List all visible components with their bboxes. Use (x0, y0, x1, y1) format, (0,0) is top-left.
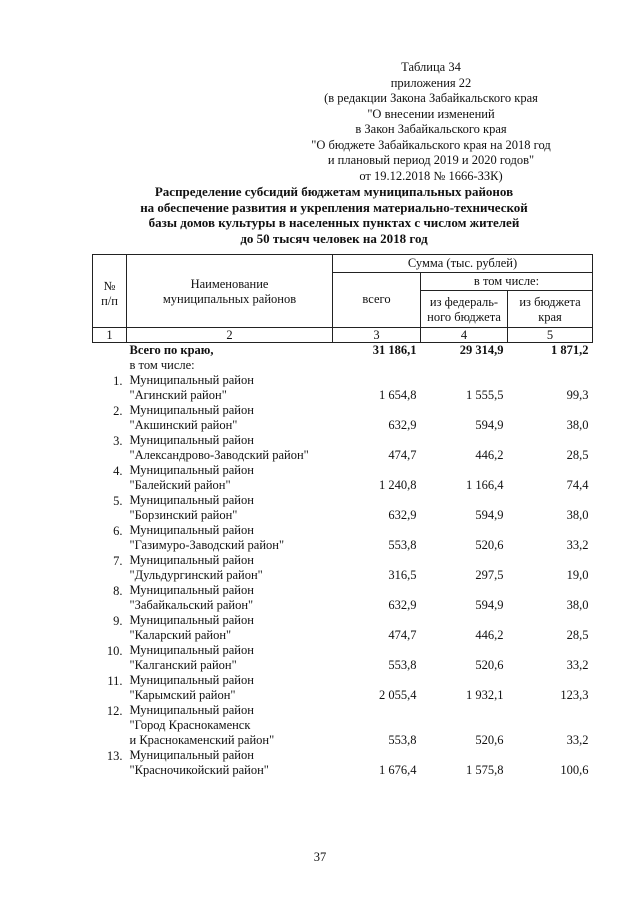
table-row (93, 703, 593, 748)
header-line: в Закон Забайкальского края (355, 122, 507, 136)
row-total: 2 055,4 (379, 688, 417, 702)
row-regional: 38,0 (566, 508, 589, 522)
including-label: в том числе: (129, 358, 195, 372)
row-number: 11. (107, 674, 123, 688)
district-name-line: "Город Краснокаменск (129, 718, 251, 732)
page-number: 37 (313, 850, 327, 864)
district-name-line: Муниципальный район (129, 673, 254, 687)
header-including: в том числе: (421, 273, 593, 291)
district-name-line: Муниципальный район (129, 553, 254, 567)
row-federal: 594,9 (475, 598, 504, 612)
district-name (127, 493, 333, 523)
district-name-line: Муниципальный район (129, 748, 254, 762)
row-federal: 446,2 (475, 448, 504, 462)
row-number: 13. (106, 749, 123, 763)
row-number: 12. (106, 704, 123, 718)
title-line: на обеспечение развития и укрепления материально-технической (140, 199, 528, 215)
district-name-line: "Газимуро-Заводский район" (129, 538, 285, 552)
row-federal: 520,6 (475, 733, 504, 747)
district-name-line: Муниципальный район (129, 643, 254, 657)
table-row (93, 643, 593, 673)
table-row (93, 613, 593, 643)
row-total: 632,9 (388, 508, 417, 522)
row-number: 7. (113, 554, 123, 568)
row-regional: 19,0 (566, 568, 589, 582)
row-regional: 99,3 (566, 388, 589, 402)
empty-cell (333, 358, 421, 373)
table-row (93, 403, 593, 433)
table-row (93, 373, 593, 403)
total-federal: 29 314,9 (459, 343, 504, 357)
district-name-line: "Красночикойский район" (129, 763, 269, 777)
row-federal: 446,2 (475, 628, 504, 642)
column-number: 5 (508, 328, 593, 343)
row-number: 4. (113, 464, 123, 478)
table-row (93, 493, 593, 523)
district-name-line: "Балейский район" (129, 478, 231, 492)
row-regional: 38,0 (566, 598, 589, 612)
row-federal: 297,5 (475, 568, 504, 582)
row-federal: 1 932,1 (466, 688, 504, 702)
title-line: до 50 тысяч человек на 2018 год (240, 230, 428, 246)
table-row (93, 583, 593, 613)
district-name (127, 463, 333, 493)
district-name (127, 433, 333, 463)
including-row (93, 358, 593, 373)
district-name-line: и Краснокаменский район" (129, 733, 275, 747)
column-number: 3 (333, 328, 421, 343)
district-name (127, 583, 333, 613)
empty-cell (421, 358, 508, 373)
row-number: 1. (113, 374, 123, 388)
row-total: 1 240,8 (379, 478, 417, 492)
district-name-line: "Борзинский район" (129, 508, 238, 522)
row-regional: 33,2 (566, 658, 589, 672)
row-total: 632,9 (388, 598, 417, 612)
table-row (93, 463, 593, 493)
header-federal: из федераль- ного бюджета (421, 291, 508, 328)
appendix-header (300, 60, 562, 184)
total-no (93, 343, 127, 359)
district-name (127, 553, 333, 583)
row-number: 9. (113, 614, 123, 628)
district-name-line: "Дульдургинский район" (129, 568, 263, 582)
row-federal: 520,6 (475, 538, 504, 552)
row-federal: 594,9 (475, 508, 504, 522)
district-name-line: Муниципальный район (129, 373, 254, 387)
row-total: 1 676,4 (379, 763, 417, 777)
header-line: и плановый период 2019 и 2020 годов" (327, 153, 535, 167)
header-line: от 19.12.2018 № 1666-ЗЗК) (359, 168, 503, 183)
column-number: 2 (127, 328, 333, 343)
district-name-line: Муниципальный район (129, 523, 254, 537)
table-body (93, 343, 593, 779)
district-name (127, 703, 333, 748)
row-number: 6. (113, 524, 123, 538)
district-name (127, 403, 333, 433)
row-total: 632,9 (388, 418, 417, 432)
row-number: 10. (106, 644, 123, 658)
total-sum: 31 186,1 (372, 343, 417, 357)
table-head (93, 255, 593, 343)
row-federal: 1 575,8 (466, 763, 504, 777)
district-name-line: "Калганский район" (129, 658, 237, 672)
district-name (127, 643, 333, 673)
district-name (127, 523, 333, 553)
row-total: 553,8 (388, 733, 417, 747)
table-row (93, 523, 593, 553)
header-line: "О бюджете Забайкальского края на 2018 год (311, 137, 551, 152)
header-line: приложения 22 (390, 75, 472, 90)
title-line: Распределение субсидий бюджетам муниципальных районов (154, 184, 514, 199)
total-name: Всего по краю, (129, 343, 214, 357)
district-name-line: "Акшинский район" (129, 418, 238, 432)
district-name (127, 673, 333, 703)
row-number: 8. (113, 584, 123, 598)
row-regional: 123,3 (560, 688, 589, 702)
row-federal: 594,9 (475, 418, 504, 432)
row-total: 474,7 (388, 448, 417, 462)
header-line: Таблица 34 (401, 60, 461, 74)
row-total: 553,8 (388, 538, 417, 552)
table-row (93, 748, 593, 778)
column-number: 1 (93, 328, 127, 343)
header-regional: из бюджета края (508, 291, 593, 328)
header-no: № п/п (93, 255, 127, 328)
row-total: 553,8 (388, 658, 417, 672)
subsidy-table (92, 254, 593, 778)
row-regional: 28,5 (566, 628, 589, 642)
district-name-line: Муниципальный район (129, 433, 254, 447)
row-regional: 100,6 (560, 763, 589, 777)
district-name (127, 613, 333, 643)
district-name-line: Муниципальный район (129, 613, 254, 627)
row-regional: 33,2 (566, 538, 589, 552)
row-total: 474,7 (388, 628, 417, 642)
row-total: 316,5 (388, 568, 417, 582)
row-federal: 1 555,5 (466, 388, 504, 402)
row-regional: 74,4 (566, 478, 589, 492)
district-name-line: "Александрово-Заводский район" (129, 448, 309, 462)
header-name: Наименование муниципальных районов (127, 255, 333, 328)
district-name (127, 373, 333, 403)
district-name-line: "Агинский район" (129, 388, 227, 402)
district-name-line: Муниципальный район (129, 703, 254, 717)
total-regional: 1 871,2 (551, 343, 589, 357)
table-row (93, 433, 593, 463)
table-row (93, 553, 593, 583)
header-sum: Сумма (тыс. рублей) (333, 255, 593, 273)
row-number: 3. (113, 434, 123, 448)
district-name-line: "Карымский район" (129, 688, 236, 702)
row-regional: 38,0 (566, 418, 589, 432)
empty-cell (93, 358, 127, 373)
district-name-line: Муниципальный район (129, 403, 254, 417)
row-regional: 33,2 (566, 733, 589, 747)
district-name (127, 748, 333, 778)
row-number: 5. (113, 494, 123, 508)
district-name-line: Муниципальный район (129, 583, 254, 597)
title-line: базы домов культуры в населенных пунктах с числом жителей (148, 215, 520, 230)
total-row (93, 343, 593, 359)
district-name-line: Муниципальный район (129, 493, 254, 507)
document-title (110, 184, 558, 246)
header-line: "О внесении изменений (367, 106, 495, 121)
table-row (93, 673, 593, 703)
column-number: 4 (421, 328, 508, 343)
row-federal: 1 166,4 (466, 478, 504, 492)
row-federal: 520,6 (475, 658, 504, 672)
header-line: (в редакции Закона Забайкальского края (324, 91, 538, 105)
header-total: всего (333, 273, 421, 328)
row-number: 2. (113, 404, 123, 418)
row-regional: 28,5 (566, 448, 589, 462)
empty-cell (508, 358, 593, 373)
district-name-line: "Забайкальский район" (129, 598, 254, 612)
row-total: 1 654,8 (379, 388, 417, 402)
district-name-line: Муниципальный район (129, 463, 254, 477)
district-name-line: "Каларский район" (129, 628, 232, 642)
